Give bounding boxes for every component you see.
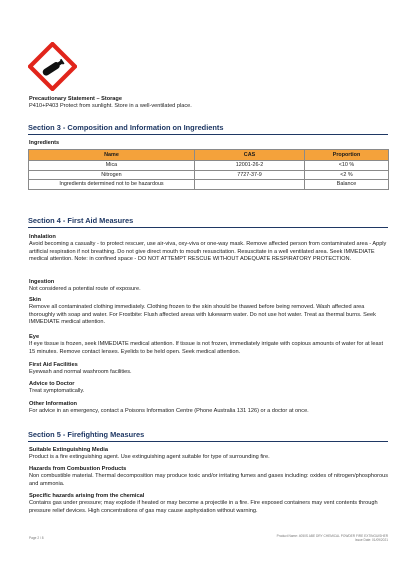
- section-3-divider: [28, 134, 388, 135]
- item-text: If eye tissue is frozen, seek IMMEDIATE medical attention. If tissue is not frozen, immediately irrigate with copious amounts of water for at least 15 minutes. Remove contact lenses. Eyelids to be held open. Seek medical attention.: [29, 341, 384, 355]
- ingredients-table: [28, 149, 389, 190]
- column-header-cas: CAS: [195, 150, 305, 161]
- advice-to-doctor: [29, 381, 389, 396]
- item-text: For advice in an emergency, contact a Poisons Information Centre (Phone Australia 131 126) or a doctor at once.: [29, 408, 309, 414]
- first-aid-eye: [29, 334, 389, 356]
- ingredient-proportion: <2 %: [305, 170, 389, 180]
- footer-issue-date: Issue Date: 01/09/2021: [355, 538, 388, 542]
- hazards-from-combustion: [29, 466, 389, 488]
- first-aid-facilities: [29, 362, 389, 377]
- item-text: Avoid becoming a casualty - to protect rescuer, use air-viva, oxy-viva or one-way mask. Remove affected person from contaminated area - Apply artificial respiration if not breathing. Do not give direct mouth to mouth resuscitation. Resuscitate in a well ventilated area. Seek IMMEDIATE medical attention. Note: in confined space - DO NOT ATTEMPT RESCUE WITHOUT ADEQUATE RESPIRATORY PROTECTION.: [29, 241, 387, 263]
- item-text: Product is a fire extinguishing agent. Use extinguishing agent suitable for type of surrounding fire.: [29, 454, 270, 460]
- section-4-heading: Section 4 - First Aid Measures: [28, 216, 134, 225]
- suitable-extinguishing-media: [29, 447, 389, 462]
- table-row: [29, 180, 389, 190]
- ingredient-name: Nitrogen: [29, 170, 195, 180]
- first-aid-inhalation: [29, 234, 389, 264]
- specific-hazards: [29, 493, 389, 515]
- page-number: Page 2 / 8: [29, 536, 44, 540]
- precautionary-storage-text: P410+P403 Protect from sunlight. Store in a well-ventilated place.: [29, 103, 192, 109]
- ingredient-cas: 12001-26-2: [195, 161, 305, 171]
- item-text: Not considered a potential route of exposure.: [29, 286, 141, 292]
- precautionary-storage-title: Precautionary Statement – Storage: [29, 96, 122, 102]
- section-3-heading: Section 3 - Composition and Information on Ingredients: [28, 123, 224, 132]
- item-title: Inhalation: [29, 234, 56, 240]
- item-text: Treat symptomatically.: [29, 388, 85, 394]
- footer-product-name: Product Name: 4050S ABE DRY CHEMICAL POWDER FIRE EXTINGUISHER: [276, 534, 388, 538]
- first-aid-skin: [29, 297, 389, 327]
- item-title: First Aid Facilities: [29, 362, 78, 368]
- ingredients-label: Ingredients: [29, 140, 60, 146]
- section-5-divider: [28, 441, 388, 442]
- item-title: Ingestion: [29, 279, 55, 285]
- item-title: Suitable Extinguishing Media: [29, 447, 109, 453]
- table-header-row: [29, 150, 389, 161]
- item-text: Eyewash and normal washroom facilities.: [29, 369, 132, 375]
- ingredient-name: Mica: [29, 161, 195, 171]
- ingredient-proportion: Balance: [305, 180, 389, 190]
- item-title: Hazards from Combustion Products: [29, 466, 127, 472]
- ingredient-name: Ingredients determined not to be hazardous: [29, 180, 195, 190]
- item-text: Non combustible material. Thermal decomposition may produce toxic and/or irritating fumes and gases including: oxides of nitrogen/phosphorous and ammonia.: [29, 473, 389, 487]
- section-5-heading: Section 5 - Firefighting Measures: [28, 430, 145, 439]
- item-text: Remove all contaminated clothing immediately. Clothing frozen to the skin should be thawed before being removed. Wash affected area thoroughly with soap and water. For Frostbite: Flush affected areas with lukewarm water. Do not use hot water. Treat as thermal burns. Seek IMMEDIATE medical attention.: [29, 304, 376, 326]
- section-4-divider: [28, 227, 388, 228]
- ingredient-cas: [195, 180, 305, 190]
- item-title: Advice to Doctor: [29, 381, 75, 387]
- ingredient-proportion: <10 %: [305, 161, 389, 171]
- gas-cylinder-hazard-icon: [28, 42, 77, 91]
- table-row: [29, 161, 389, 171]
- item-title: Specific hazards arising from the chemical: [29, 493, 145, 499]
- column-header-name: Name: [29, 150, 195, 161]
- item-text: Contains gas under pressure; may explode if heated or may become a projectile in a fire. Fire exposed containers may vent contents through pressure relief devices. High concentrations of gas may cause asphyxiation without warning.: [29, 500, 378, 514]
- other-information: [29, 401, 389, 416]
- item-title: Eye: [29, 334, 40, 340]
- item-title: Skin: [29, 297, 42, 303]
- column-header-proportion: Proportion: [305, 150, 389, 161]
- footer-product-info: [277, 534, 388, 542]
- ingredient-cas: 7727-37-9: [195, 170, 305, 180]
- first-aid-ingestion: [29, 279, 389, 294]
- table-row: [29, 170, 389, 180]
- item-title: Other Information: [29, 401, 78, 407]
